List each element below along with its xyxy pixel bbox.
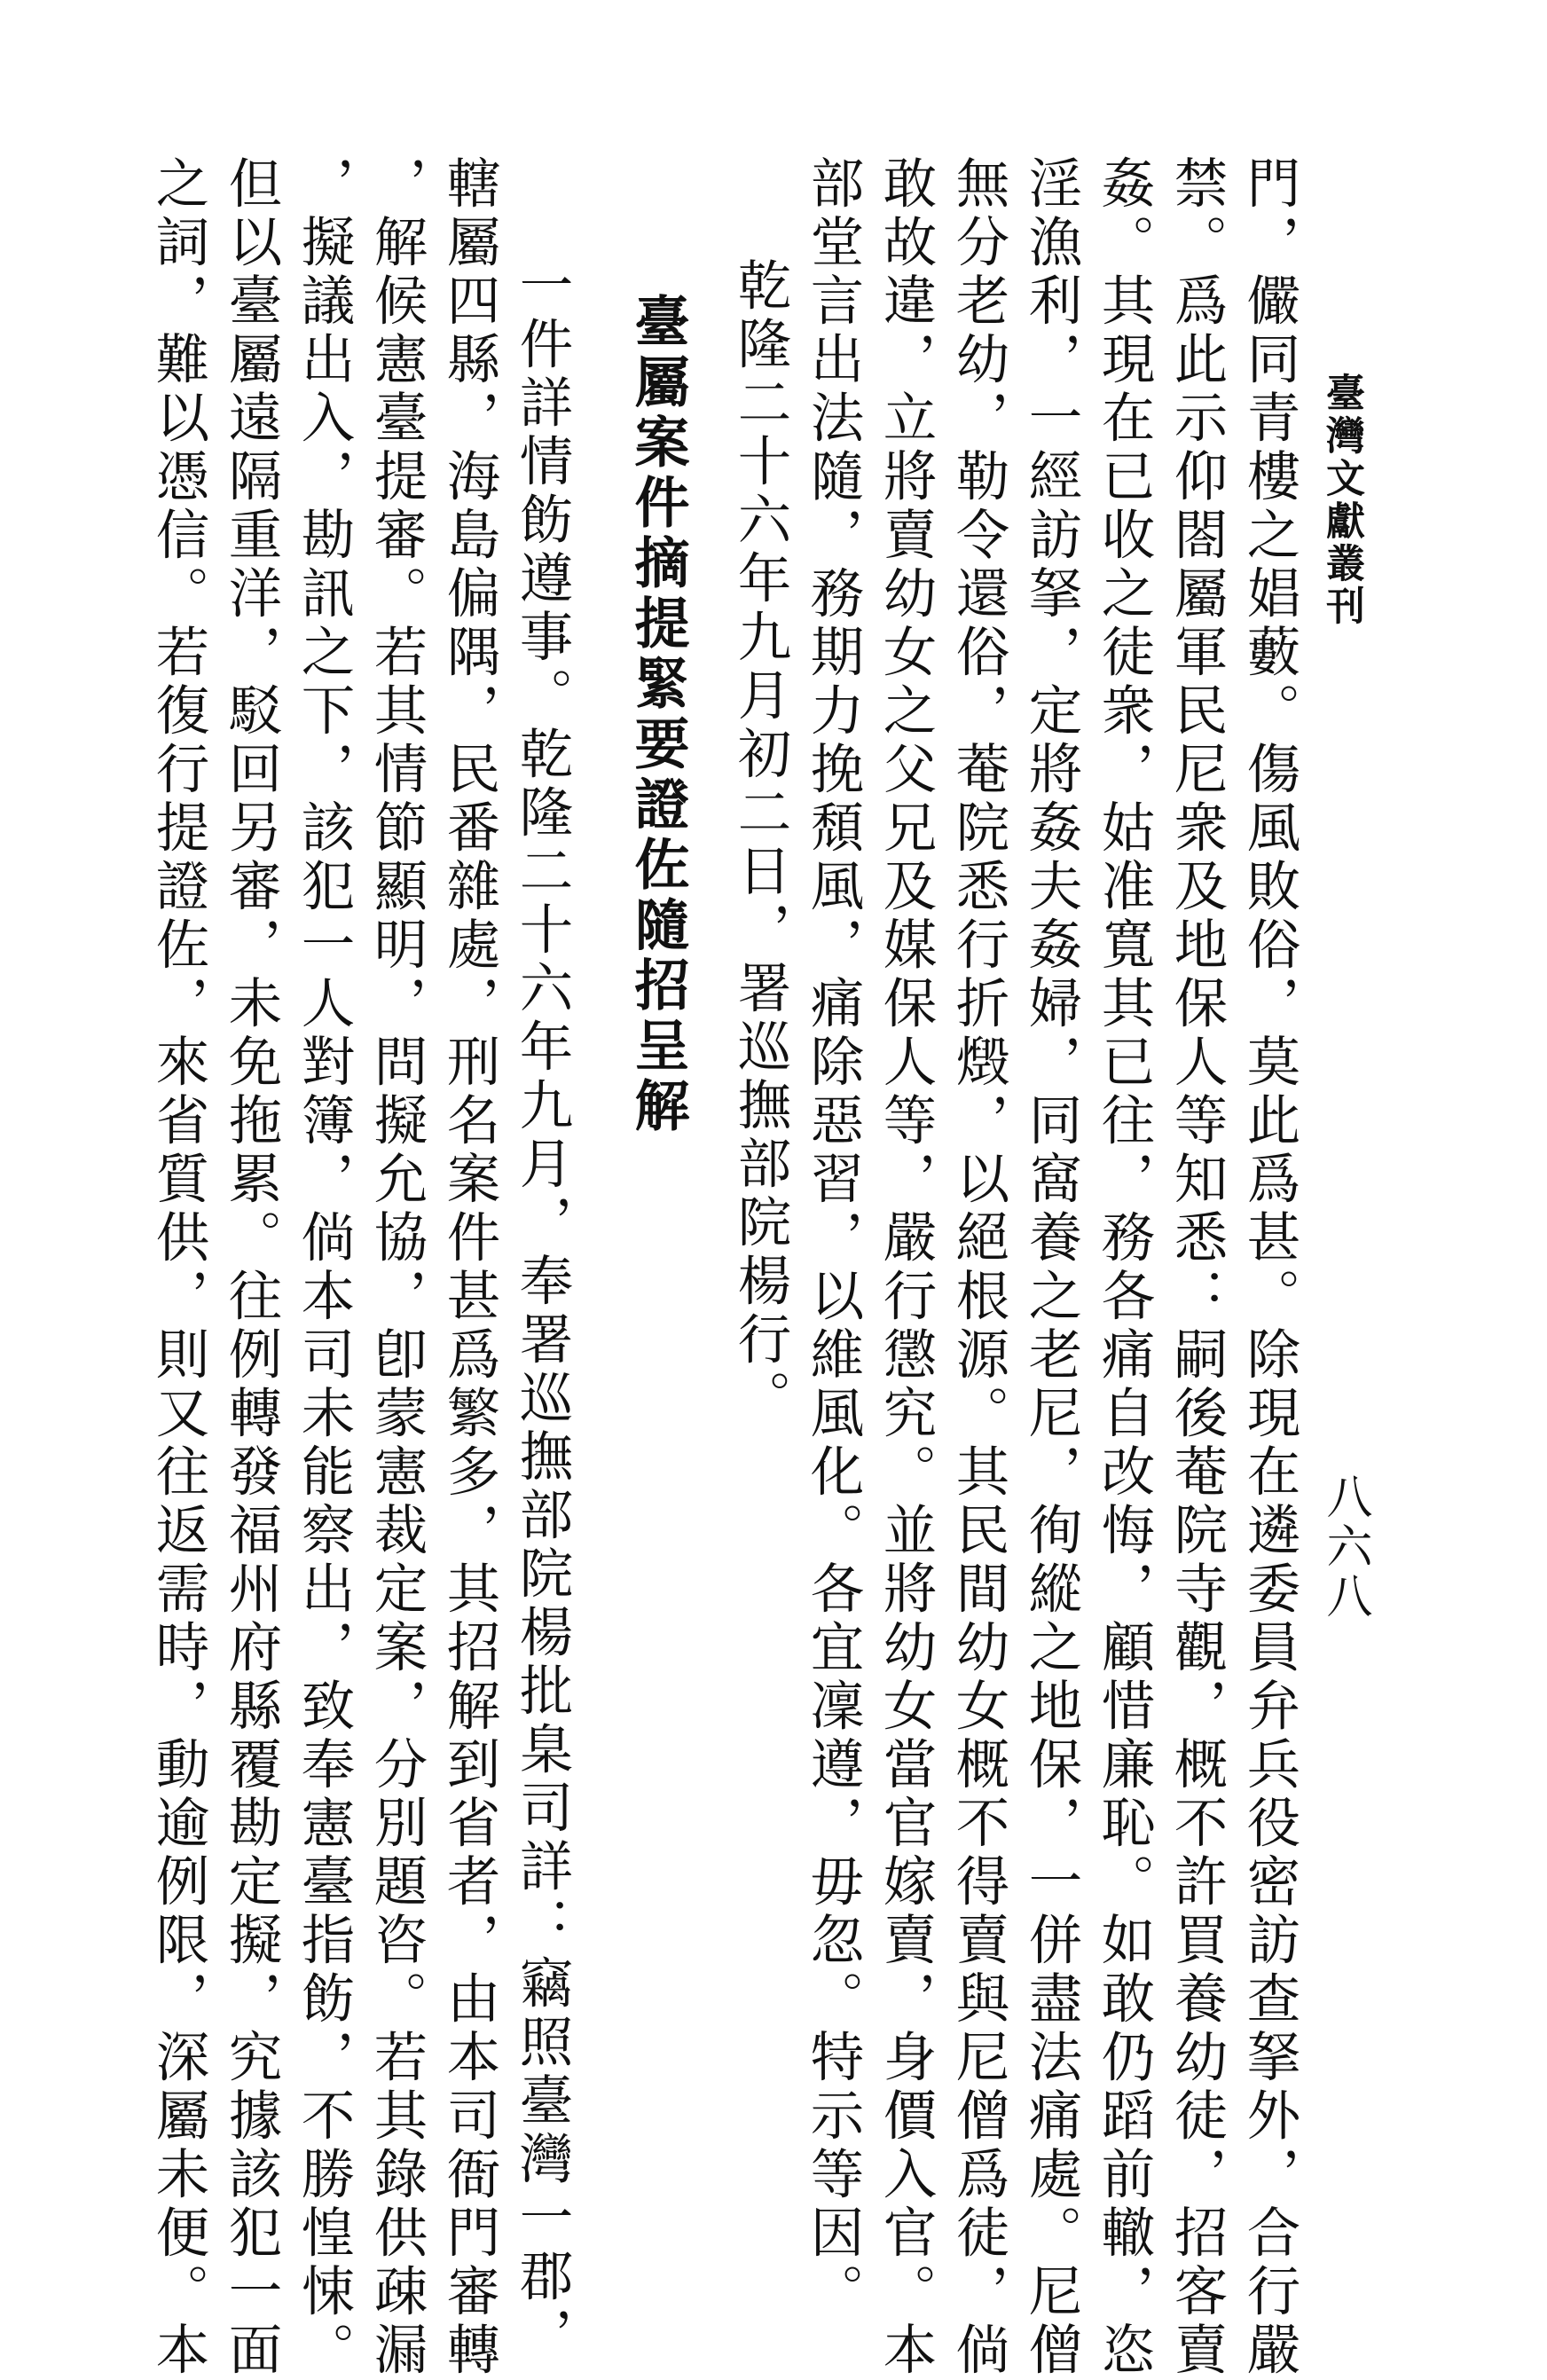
text-column: 轄屬四縣，海島偏隅，民番雜處，刑名案件甚爲繁多，其招解到省者，由本司衙門審轉 [437,155,500,2380]
text-column: ，擬議出入，勘訊之下，該犯一人對簿，倘本司未能察出，致奉憲臺指飭，不勝惶悚。 [292,155,355,2380]
text-column: 淫漁利，一經訪拏，定將姦夫姦婦，同窩養之老尼，徇縱之地保，一併盡法痛處。尼僧 [1019,155,1082,2380]
section-heading: 臺屬案件摘提緊要證佐隨招呈解 [625,293,690,1137]
page-number: 八六八 [1318,1473,1371,1622]
text-column: 敢故違，立將賣幼女之父兄及媒保人等，嚴行懲究。並將幼女當官嫁賣，身價入官。本 [874,155,937,2380]
text-column: 門，儼同青樓之娼藪。傷風敗俗，莫此爲甚。除現在遴委員弁兵役密訪查拏外，合行嚴 [1237,155,1300,2380]
book-title: 臺灣文獻叢刊 [1319,373,1364,628]
text-column: 禁。爲此示仰閤屬軍民尼衆及地保人等知悉：嗣後菴院寺觀，概不許買養幼徒，招客賣 [1165,155,1228,2380]
text-column: 無分老幼，勒令還俗，菴院悉行折燬，以絕根源。其民間幼女概不得賣與尼僧爲徒，倘 [946,155,1009,2380]
text-column: ，解候憲臺提審。若其情節顯明，問擬允協，卽蒙憲裁定案，分別題咨。若其錄供疎漏 [365,155,428,2380]
text-column: 但以臺屬遠隔重洋，駁回另審，未免拖累。往例轉發福州府縣覆勘定擬，究據該犯一面 [219,155,282,2380]
date-line: 乾隆二十六年九月初二日，署巡撫部院楊行。 [728,257,791,1428]
text-column: 部堂言出法隨，務期力挽頹風，痛除惡習，以維風化。各宜凜遵，毋忽。特示等因。 [801,155,864,2321]
text-column: 姦。其現在已收之徒衆，姑准寬其已往，務各痛自改悔，顧惜廉恥。如敢仍蹈前轍，恣 [1092,155,1155,2380]
text-column: 之詞，難以憑信。若復行提證佐，來省質供，則又往返需時，動逾例限，深屬未便。本 [146,155,209,2380]
text-column: 一件詳情飭遵事。乾隆二十六年九月，奉署巡撫部院楊批臬司詳：竊照臺灣一郡， [510,257,573,2365]
